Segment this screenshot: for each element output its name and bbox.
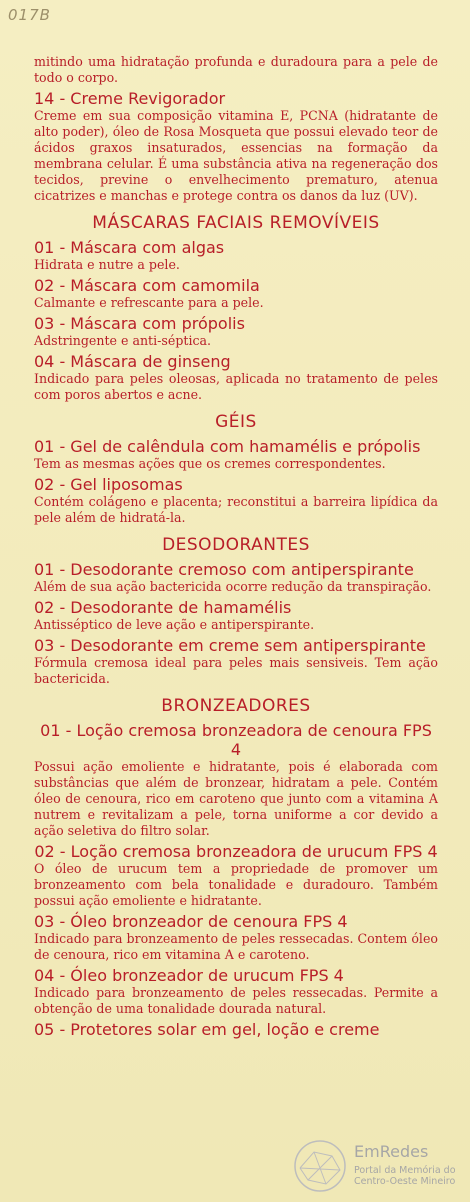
product-item (34, 1020, 438, 1039)
item-description: Fórmula cremosa ideal para peles mais sensiveis. Tem ação bactericida. (34, 655, 438, 686)
product-sections (34, 213, 438, 1039)
item-description: Tem as mesmas ações que os cremes correspondentes. (34, 456, 386, 471)
section-heading: MÁSCARAS FACIAIS REMOVÍVEIS (92, 213, 380, 233)
watermark-tagline: Portal da Memória do Centro-Oeste Mineiro (354, 1165, 456, 1187)
item-title: 03 - Desodorante em creme sem antiperspirante (34, 636, 426, 655)
item-description: Indicado para bronzeamento de peles ressecadas. Permite a obtenção de uma tonalidade dourada natural. (34, 985, 438, 1016)
item-title: 02 - Máscara com camomila (34, 276, 260, 295)
item-title: 02 - Desodorante de hamamélis (34, 598, 292, 617)
item-description: O óleo de urucum tem a propriedade de promover um bronzeamento com bela tonalidade e duradouro. Também possui ação emoliente e hidratante. (34, 861, 438, 908)
section-heading: GÉIS (215, 412, 257, 432)
item-title: 05 - Protetores solar em gel, loção e creme (34, 1020, 380, 1039)
product-item (34, 560, 438, 595)
product-item-revigorador (34, 89, 438, 204)
item-title: 03 - Óleo bronzeador de cenoura FPS 4 (34, 912, 348, 931)
item-description: Possui ação emoliente e hidratante, pois é elaborada com substâncias que além de bronzear, hidratam a pele. Contém óleo de cenoura, rico em caroteno que junto com a vitamina A nutrem e revitalizam a pele, torna uniforme a cor devido a ação seletiva do filtro solar. (34, 759, 438, 838)
item-description: Antisséptico de leve ação e antiperspirante. (34, 617, 315, 632)
watermark-brand: EmRedes (354, 1142, 429, 1161)
document-content (34, 54, 438, 1039)
item-title: 03 - Máscara com própolis (34, 314, 245, 333)
product-item (34, 314, 438, 349)
item-description: Indicado para bronzeamento de peles ressecadas. Contem óleo de cenoura, rico em vitamina A e caroteno. (34, 931, 438, 962)
item-description: Creme em sua composição vitamina E, PCNA (hidratante de alto poder), óleo de Rosa Mosqueta que possui elevado teor de ácidos graxos insaturados, essencias na formação da membrana celular. É uma substância ativa na regeneração dos tecidos, previne o envelhecimento prematuro, atenua cicatrizes e manchas e protege contra os danos da luz (UV). (34, 108, 438, 203)
item-title: 01 - Desodorante cremoso com antiperspirante (34, 560, 414, 579)
product-item (34, 842, 438, 909)
product-item (34, 276, 438, 311)
item-description: Calmante e refrescante para a pele. (34, 295, 264, 310)
item-description: Contém colágeno e placenta; reconstitui a barreira lipídica da pele além de hidratá-la. (34, 494, 438, 525)
handwritten-annotation: 017B (8, 6, 51, 24)
globe-network-icon (292, 1138, 348, 1194)
section-heading: DESODORANTES (162, 535, 310, 555)
product-item (34, 636, 438, 687)
product-item (34, 966, 438, 1017)
item-description: Hidrata e nutre a pele. (34, 257, 180, 272)
item-title: 01 - Gel de calêndula com hamamélis e própolis (34, 437, 421, 456)
item-description: Adstringente e anti-séptica. (34, 333, 212, 348)
product-item (34, 475, 438, 526)
intro-paragraph: mitindo uma hidratação profunda e duradoura para a pele de todo o corpo. (34, 54, 438, 85)
item-title: 01 - Loção cremosa bronzeadora de cenoura FPS 4 (40, 721, 432, 759)
item-description: Indicado para peles oleosas, aplicada no tratamento de peles com poros abertos e acne. (34, 371, 438, 402)
section-heading: BRONZEADORES (161, 696, 311, 716)
item-title: 14 - Creme Revigorador (34, 89, 226, 108)
item-description: Além de sua ação bactericida ocorre redução da transpiração. (34, 579, 432, 594)
item-title: 04 - Óleo bronzeador de urucum FPS 4 (34, 966, 344, 985)
emredes-watermark (292, 1138, 462, 1194)
item-title: 02 - Loção cremosa bronzeadora de urucum FPS 4 (34, 842, 438, 861)
product-item (34, 238, 438, 273)
product-item (34, 598, 438, 633)
item-title: 02 - Gel liposomas (34, 475, 183, 494)
product-item (34, 437, 438, 472)
item-title: 01 - Máscara com algas (34, 238, 225, 257)
product-item (34, 912, 438, 963)
product-item (34, 352, 438, 403)
product-item (34, 721, 438, 839)
item-title: 04 - Máscara de ginseng (34, 352, 231, 371)
